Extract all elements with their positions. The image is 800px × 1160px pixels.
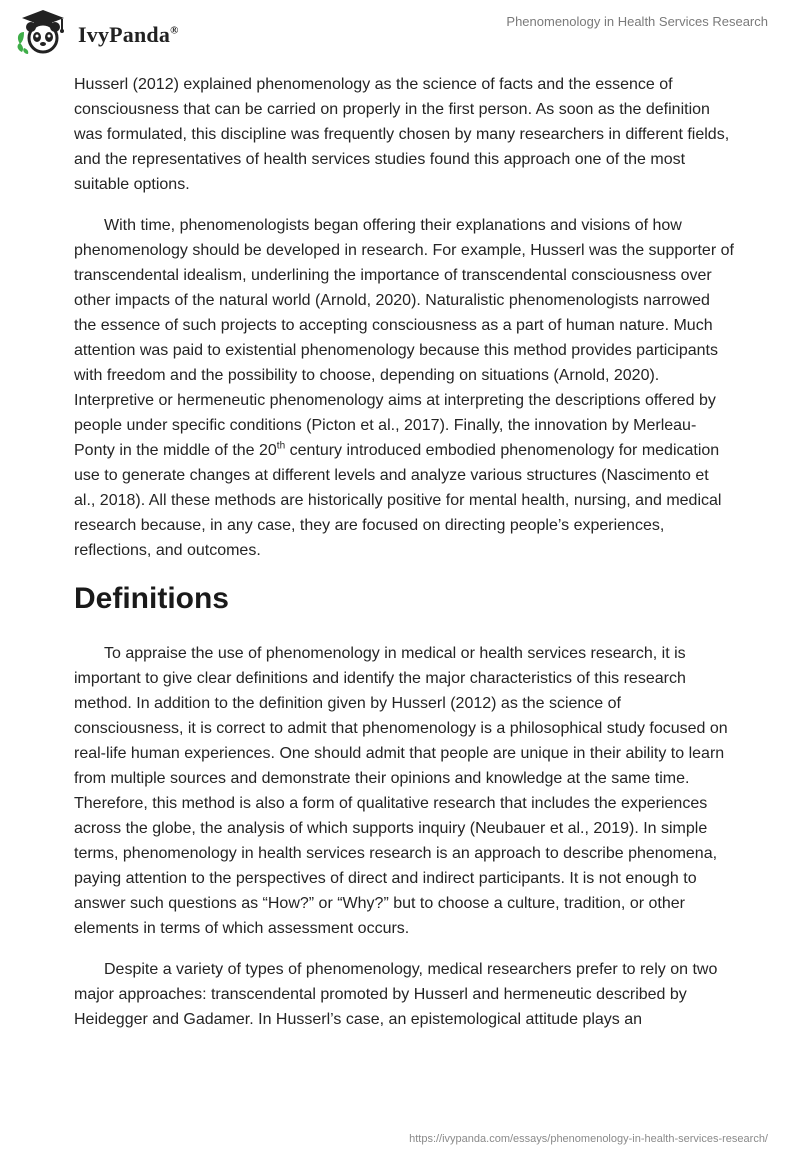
document-title: Phenomenology in Health Services Research	[506, 14, 768, 29]
brand-logo[interactable]	[14, 8, 179, 56]
source-url[interactable]: https://ivypanda.com/essays/phenomenology-in-health-services-research/	[409, 1133, 768, 1145]
paragraph-2: With time, phenomenologists began offering their explanations and visions of how phenomenology should be developed in research. For example, Husserl was the supporter of transcendental idealism, underlining the importance of transcendental consciousness over other impacts of the natural world (Arnold, 2020). Naturalistic phenomenologists narrowed the essence of such projects to accepting consciousness as a part of human nature. Much attention was paid to existential phenomenology because this method provides participants with freedom and the possibility to choose, depending on situations (Arnold, 2020). Interpretive or hermeneutic phenomenology aims at interpreting the descriptions offered by people under specific conditions (Picton et al., 2017). Finally, the innovation by Merleau-Ponty in the middle of the 20th century introduced embodied phenomenology for medication use to generate changes at different levels and analyze various structures (Nascimento et al., 2018). All these methods are historically positive for mental health, nursing, and medical research because, in any case, they are focused on directing people’s experiences, reflections, and outcomes.	[74, 217, 734, 559]
panda-logo-icon	[14, 8, 72, 56]
paragraph-1: Husserl (2012) explained phenomenology as the science of facts and the essence of consciousness that can be carried on properly in the first person. As soon as the definition was formulated, this discipline was frequently chosen by many researchers in different fields, and the representatives of health services studies found this approach one of the most suitable options.	[74, 76, 730, 193]
brand-name: IvyPanda®	[78, 22, 179, 47]
registered-mark: ®	[170, 24, 179, 37]
essay-content	[74, 72, 734, 1048]
paragraph-4: Despite a variety of types of phenomenology, medical researchers prefer to rely on two major approaches: transcendental promoted by Husserl and hermeneutic described by Heidegger and Gadamer. In Husserl’s case, an epistemological attitude plays an	[74, 961, 718, 1028]
ordinal-suffix: th	[276, 440, 286, 452]
section-heading-definitions: Definitions	[74, 582, 229, 615]
page-header	[0, 0, 800, 64]
paragraph-3: To appraise the use of phenomenology in medical or health services research, it is important to give clear definitions and identify the major characteristics of this research method. In addition to the definition given by Husserl (2012) as the science of consciousness, it is correct to admit that phenomenology is a philosophical study focused on real-life human experiences. One should admit that people are unique in their ability to learn from multiple sources and demonstrate their opinions and knowledge at the same time. Therefore, this method is also a form of qualitative research that includes the experiences across the globe, the analysis of which supports inquiry (Neubauer et al., 2019). In simple terms, phenomenology in health services research is an approach to describe phenomena, paying attention to the perspectives of direct and indirect participants. It is not enough to answer such questions as “How?” or “Why?” but to choose a culture, tradition, or other elements in terms of which assessment occurs.	[74, 645, 728, 937]
